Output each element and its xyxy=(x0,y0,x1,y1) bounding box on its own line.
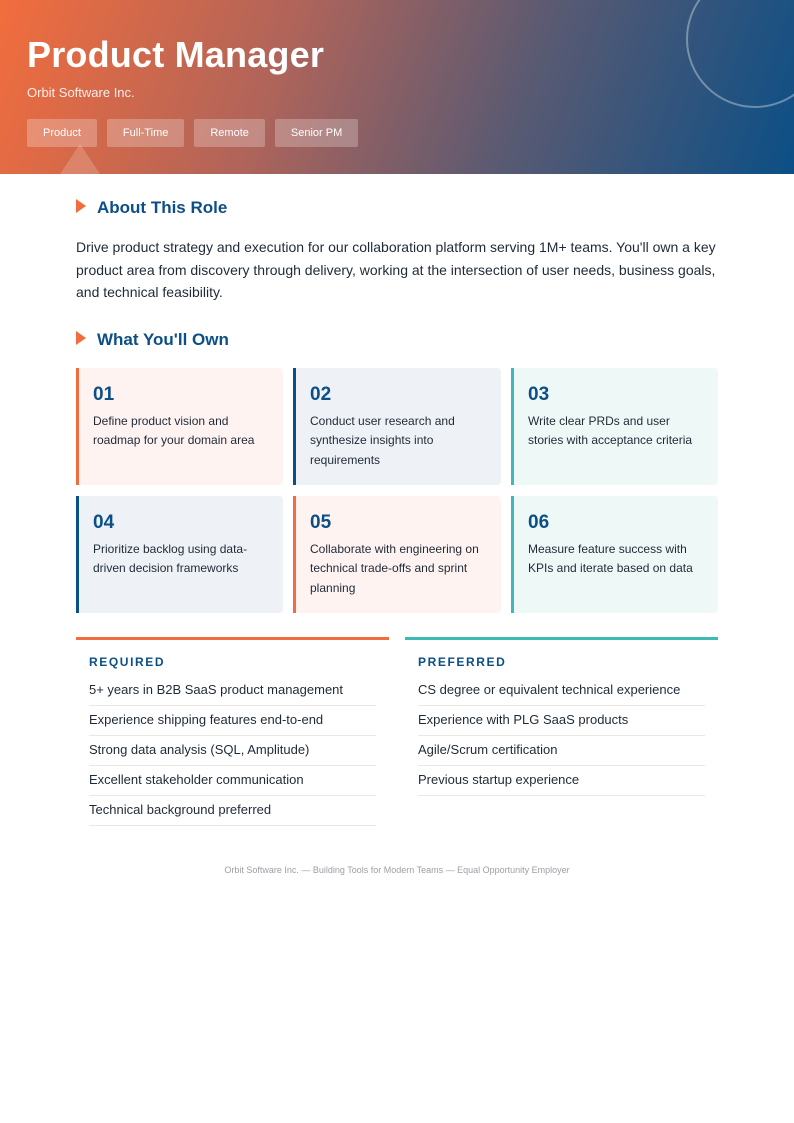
preferred-list xyxy=(418,676,705,796)
list-item: CS degree or equivalent technical experience xyxy=(418,676,705,706)
responsibility-grid xyxy=(76,368,718,613)
required-heading: REQUIRED xyxy=(89,655,166,669)
card-description: Conduct user research and synthesize insights into requirements xyxy=(310,414,455,467)
list-item: Experience shipping features end-to-end xyxy=(89,706,376,736)
card-description: Collaborate with engineering on technical trade-offs and sprint planning xyxy=(310,542,479,595)
header-banner xyxy=(0,0,794,174)
list-item: Technical background preferred xyxy=(89,796,376,826)
company-name: Orbit Software Inc. xyxy=(27,85,135,100)
play-arrow-icon xyxy=(76,199,86,213)
preferred-heading: PREFERRED xyxy=(418,655,507,669)
tag-senior-pm: Senior PM xyxy=(275,119,358,147)
tag-list xyxy=(27,119,358,147)
required-list xyxy=(89,676,376,826)
about-heading-text: About This Role xyxy=(97,198,228,217)
card-description: Write clear PRDs and user stories with acceptance criteria xyxy=(528,414,693,448)
list-item: Experience with PLG SaaS products xyxy=(418,706,705,736)
card-description: Define product vision and roadmap for your domain area xyxy=(93,414,255,448)
responsibility-card xyxy=(293,496,501,613)
card-number: 01 xyxy=(93,384,115,405)
tag-remote: Remote xyxy=(194,119,265,147)
list-item: Agile/Scrum certification xyxy=(418,736,705,766)
responsibility-card xyxy=(76,368,283,485)
card-number: 06 xyxy=(528,512,550,533)
decorative-circle xyxy=(686,0,794,108)
responsibility-card xyxy=(511,496,718,613)
card-description: Measure feature success with KPIs and iterate based on data xyxy=(528,542,693,576)
about-paragraph: Drive product strategy and execution for our collaboration platform serving 1M+ teams. You'll own a key product area from discovery through delivery, working at the intersection of user needs, business goals, and technical feasibility. xyxy=(76,239,716,300)
own-heading-text: What You'll Own xyxy=(97,330,229,349)
required-qualifications xyxy=(76,637,389,826)
about-section-heading xyxy=(76,198,227,218)
responsibility-card xyxy=(293,368,501,485)
card-description: Prioritize backlog using data-driven decision frameworks xyxy=(93,542,248,576)
card-number: 05 xyxy=(310,512,332,533)
responsibility-card xyxy=(511,368,718,485)
responsibility-card xyxy=(76,496,283,613)
own-section-heading xyxy=(76,330,229,350)
preferred-qualifications xyxy=(405,637,718,796)
job-title: Product Manager xyxy=(27,34,325,75)
decorative-triangle xyxy=(60,144,100,174)
list-item: Previous startup experience xyxy=(418,766,705,796)
list-item: 5+ years in B2B SaaS product management xyxy=(89,676,376,706)
card-number: 02 xyxy=(310,384,332,405)
play-arrow-icon xyxy=(76,331,86,345)
tag-full-time: Full-Time xyxy=(107,119,184,147)
card-number: 04 xyxy=(93,512,115,533)
tag-product: Product xyxy=(27,119,97,147)
card-number: 03 xyxy=(528,384,550,405)
page-footer: Orbit Software Inc. — Building Tools for Modern Teams — Equal Opportunity Employer xyxy=(224,865,570,875)
list-item: Excellent stakeholder communication xyxy=(89,766,376,796)
list-item: Strong data analysis (SQL, Amplitude) xyxy=(89,736,376,766)
